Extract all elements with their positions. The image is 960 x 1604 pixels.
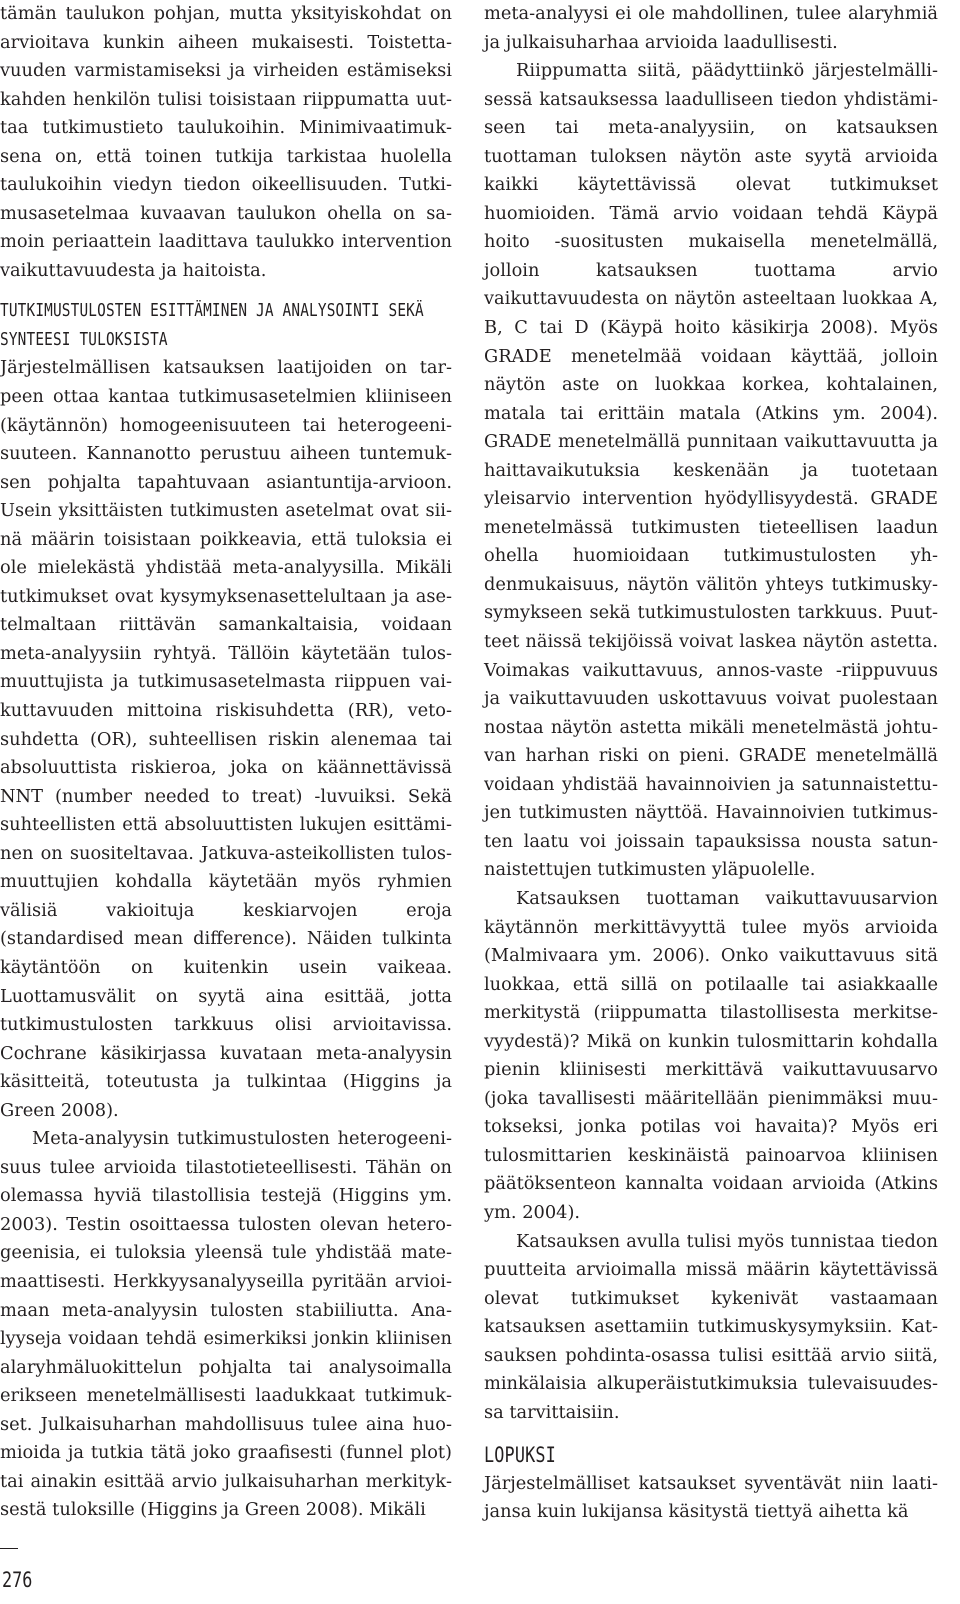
paragraph: tämän taulukon pohjan, mutta yksityiskohdat on arvioitava kunkin aiheen mukaisesti. Toistettavuuden varmistamiseksi ja virheiden estämiseksi kahden henkilön tulisi toisistaan riippumatta uuttaa tutkimustieto taulukoihin. Minimivaatimuksena on, että toinen tutkija tarkistaa huolella taulukoihin viedyn tiedon oikeellisuuden. Tutkimusasetelmaa kuvaavan taulukon ohella on samoin periaattein laadittava taulukko intervention vaikuttavuudesta ja haitoista. <box>0 3 452 281</box>
page-number: 276 <box>2 1568 33 1592</box>
right-column <box>484 0 938 1527</box>
paragraph: meta-analyysi ei ole mahdollinen, tulee alaryhmiä ja julkaisuharhaa arvioida laadullisesti. <box>484 3 938 53</box>
paragraph: Järjestelmälliset katsaukset syventävät niin laatijansa kuin lukijansa käsitystä tiettyä aihetta kä <box>484 1472 938 1523</box>
paragraph: Riippumatta siitä, päädyttiinkö järjestelmällisessä katsauksessa laadulliseen tiedon yhdistämiseen tai meta-analyysiin, on katsauksen tuottaman tuloksen näytön aste syytä arvioida kaikki käytettävissä olevat tutkimukset huomioiden. Tämä arvio voidaan tehdä Käypä hoito -suositusten mukaisella menetelmällä, jolloin katsauksen tuottama arvio vaikuttavuudesta on näytön asteeltaan luokkaa A, B, C tai D (Käypä hoito käsikirja 2008). Myös GRADE menetelmää voidaan käyttää, jolloin näytön aste on luokkaa korkea, kohtalainen, matala tai erittäin matala (Atkins ym. 2004). GRADE menetelmällä punnitaan vaikuttavuutta ja haittavaikutuksia keskenään ja tuotetaan yleisarvio intervention hyödyllisyydestä. GRADE menetelmässä tutkimusten tieteellisen laadun ohella huomioidaan tutkimustulosten yhdenmukaisuus, näytön välitön yhteys tutkimuskysymykseen sekä tutkimustulosten tarkkuus. Puutteet näissä tekijöissä voivat laskea näytön astetta. Voimakas vaikuttavuus, annos-vaste -riippuvuus ja vaikuttavuuden uskottavuus voivat puolestaan nostaa näytön astetta mikäli menetelmästä johtuvan harhan riski on pieni. GRADE menetelmällä voidaan yhdistää havainnoivien ja satunnaistettujen tutkimusten näyttöä. Havainnoivien tutkimusten laatu voi joissain tapauksissa nousta satunnaistettujen tutkimusten yläpuolelle. <box>484 60 938 881</box>
paragraph: Järjestelmällisen katsauksen laatijoiden on tarpeen ottaa kantaa tutkimusasetelmien kliiniseen (käytännön) homogeenisuuteen tai heterogeenisuuteen. Kannanotto perustuu aiheen tuntemuksen pohjalta tapahtuvaan asiantuntija-arvioon. Usein yksittäisten tutkimusten asetelmat ovat siinä määrin toisistaan poikkeavia, että tuloksia ei ole mielekästä yhdistää meta-analyysilla. Mikäli tutkimukset ovat kysymyksenasettelultaan ja asetelmaltaan riittävän samankaltaisia, voidaan meta-analyysiin ryhtyä. Tällöin käytetään tulosmuuttujista ja tutkimusasetelmasta riippuen vaikuttavuuden mittoina riskisuhdetta (RR), vetosuhdetta (OR), suhteellisen riskin alenemaa tai absoluuttista riskieroa, joka on käännettävissä NNT (number needed to treat) -luvuiksi. Sekä suhteellisten että absoluuttisten lukujen esittäminen on suositeltavaa. Jatkuva-asteikollisten tulosmuuttujien kohdalla käytetään myös ryhmien välisiä vakioituja keskiarvojen eroja (standardised mean difference). Näiden tulkinta käytäntöön on kuitenkin usein vaikeaa. Luottamusvälit on syytä aina esittää, jotta tutkimustulosten tarkkuus olisi arvioitavissa. Cochrane käsikirjassa kuvataan meta-analyysin käsitteitä, toteutusta ja tulkintaa (Higgins ja Green 2008). <box>0 357 452 1121</box>
section-heading: TUTKIMUSTULOSTEN ESITTÄMINEN JA ANALYSOINTI SEKÄ SYNTEESI TULOKSISTA <box>0 300 424 350</box>
paragraph: Meta-analyysin tutkimustulosten heterogeenisuus tulee arvioida tilastotieteellisesti. Tähän on olemassa hyviä tilastollisia testejä (Higgins ym. 2003). Testin osoittaessa tulosten olevan heterogeenisia, ei tuloksia yleensä tule yhdistää matemaattisesti. Herkkyysanalyyseilla pyritään arvioimaan meta-analyysin tulosten stabiiliutta. Analyyseja voidaan tehdä esimerkiksi jonkin kliinisen alaryhmäluokittelun pohjalta tai analysoimalla erikseen menetelmällisesti laadukkaat tutkimukset. Julkaisuharhan mahdollisuus tulee aina huomioida ja tutkia tätä joko graafisesti (funnel plot) tai ainakin esittää arvio julkaisuharhan merkityksestä tuloksille (Higgins ja Green 2008). Mikäli <box>0 1128 452 1521</box>
left-column <box>0 0 452 1525</box>
section-heading: LOPUKSI <box>484 1443 556 1468</box>
footer-rule <box>0 1548 18 1549</box>
paragraph: Katsauksen tuottaman vaikuttavuusarvion käytännön merkittävyyttä tulee myös arvioida (Malmivaara ym. 2006). Onko vaikuttavuus sitä luokkaa, että sillä on potilaalle tai asiakkaalle merkitystä (riippumatta tilastollisesta merkitsevyydestä)? Mikä on kunkin tulosmittarin kohdalla pienin kliinisesti merkittävä vaikuttavuusarvo (joka tavallisesti määritellään pienimmäksi muutokseksi, jonka potilas voi havaita)? Myös eri tulosmittarien keskinäistä painoarvoa kliinisen päätöksenteon kannalta voidaan arvioida (Atkins ym. 2004). <box>484 887 938 1223</box>
paragraph: Katsauksen avulla tulisi myös tunnistaa tiedon puutteita arvioimalla missä määrin käytettävissä olevat tutkimukset kykenivät vastaamaan katsauksen asettamiin tutkimuskysymyksiin. Katsauksen pohdinta-osassa tulisi esittää arvio siitä, minkälaisia alkuperäistutkimuksia tulevaisuudessa tarvittaisiin. <box>484 1230 938 1423</box>
